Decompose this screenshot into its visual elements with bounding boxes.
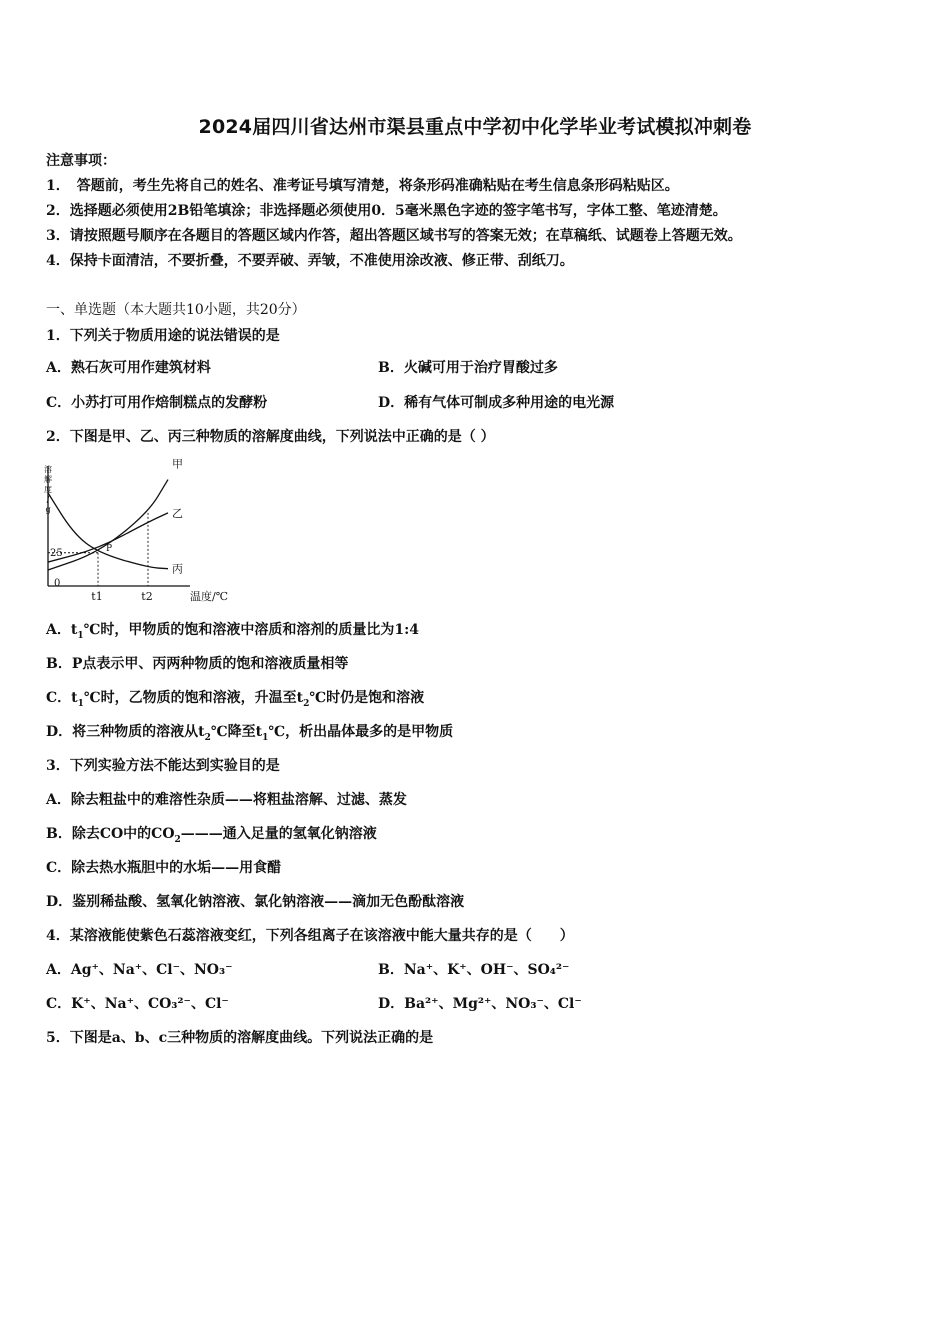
q3-option-b: B．除去CO中的$CO_2———$通入足量的氢氧化钠溶液	[46, 826, 377, 845]
q3-option-d: D．鉴别稀盐酸、氢氧化钠溶液、氯化钠溶液——滴加无色酚酞溶液	[46, 894, 465, 910]
q4-option-d: D．Ba²⁺、Mg²⁺、NO₃⁻、Cl⁻	[378, 996, 582, 1012]
y-tick-25: 25	[50, 548, 63, 559]
q3-option-c: C．除去热水瓶胆中的水垢——用食醋	[46, 860, 282, 876]
q2-option-b: B．P点表示甲、丙两种物质的饱和溶液质量相等	[46, 656, 349, 672]
x-axis-label: 温度/℃	[190, 590, 229, 603]
q4-stem: 4．某溶液能使紫色石蕊溶液变红，下列各组离子在该溶液中能大量共存的是（ ）	[46, 928, 574, 944]
q2-stem: 2．下图是甲、乙、丙三种物质的溶解度曲线，下列说法中正确的是（ ）	[46, 429, 495, 445]
origin-label: 0	[54, 578, 61, 589]
exam-title: 2024届四川省达州市渠县重点中学初中化学毕业考试模拟冲刺卷	[198, 116, 752, 138]
q4-option-c: C．K⁺、Na⁺、CO₃²⁻、Cl⁻	[46, 996, 229, 1012]
q3-option-a: A．除去粗盐中的难溶性杂质——将粗盐溶解、过滤、蒸发	[46, 792, 407, 808]
x-tick-t1: t1	[91, 590, 103, 603]
notice-item-1: 1． 答题前，考生先将自己的姓名、准考证号填写清楚，将条形码准确粘贴在考生信息条形码粘贴区。	[46, 178, 679, 194]
q2-option-c: C．$t_1℃$时，乙物质的饱和溶液，升温至$t_2℃$时仍是饱和溶液	[46, 690, 425, 709]
notice-item-4: 4．保持卡面清洁，不要折叠，不要弄破、弄皱，不准使用涂改液、修正带、刮纸刀。	[46, 253, 574, 269]
y-axis-label	[44, 464, 52, 514]
q2-option-d: D．将三种物质的溶液从$t_2℃$降至$t_1℃$，析出晶体最多的是甲物质	[46, 724, 454, 743]
q1-stem: 1．下列关于物质用途的说法错误的是	[46, 328, 280, 344]
y-axis-label-char: /	[46, 495, 50, 504]
y-axis-label-char: 度	[44, 485, 52, 494]
x-tick-t2: t2	[141, 590, 153, 603]
q1-option-b: B．火碱可用于治疗胃酸过多	[378, 360, 558, 376]
curve-jia	[48, 480, 168, 570]
q5-stem: 5．下图是a、b、c三种物质的溶解度曲线。下列说法正确的是	[46, 1030, 434, 1046]
solubility-chart	[40, 458, 230, 606]
q4-option-b: B．Na⁺、K⁺、OH⁻、SO₄²⁻	[378, 962, 570, 978]
q3-stem: 3．下列实验方法不能达到实验目的是	[46, 758, 280, 774]
y-axis-label-char: 解	[44, 475, 52, 484]
series-label-jia: 甲	[172, 458, 183, 471]
point-p-label: P	[106, 543, 113, 554]
q1-option-c: C．小苏打可用作焙制糕点的发酵粉	[46, 395, 268, 411]
series-label-bing: 丙	[172, 562, 183, 576]
series-label-yi: 乙	[172, 506, 183, 520]
q4-option-a: A．Ag⁺、Na⁺、Cl⁻、NO₃⁻	[46, 962, 233, 978]
notice-heading: 注意事项：	[46, 153, 116, 169]
y-axis-label-char: g	[45, 505, 51, 514]
notice-item-2: 2．选择题必须使用2B铅笔填涂；非选择题必须使用0．5毫米黑色字迹的签字笔书写，字体工整、笔迹清楚。	[46, 203, 727, 219]
q2-option-a: A．$t_1℃$时，甲物质的饱和溶液中溶质和溶剂的质量比为1:4	[46, 622, 420, 641]
q1-option-a: A．熟石灰可用作建筑材料	[46, 360, 211, 376]
notice-item-3: 3．请按照题号顺序在各题目的答题区域内作答，超出答题区域书写的答案无效；在草稿纸、试题卷上答题无效。	[46, 228, 742, 244]
section-heading: 一、单选题（本大题共10小题，共20分）	[46, 302, 306, 318]
y-axis-label-char: 溶	[44, 465, 52, 474]
q1-option-d: D．稀有气体可制成多种用途的电光源	[378, 395, 615, 411]
